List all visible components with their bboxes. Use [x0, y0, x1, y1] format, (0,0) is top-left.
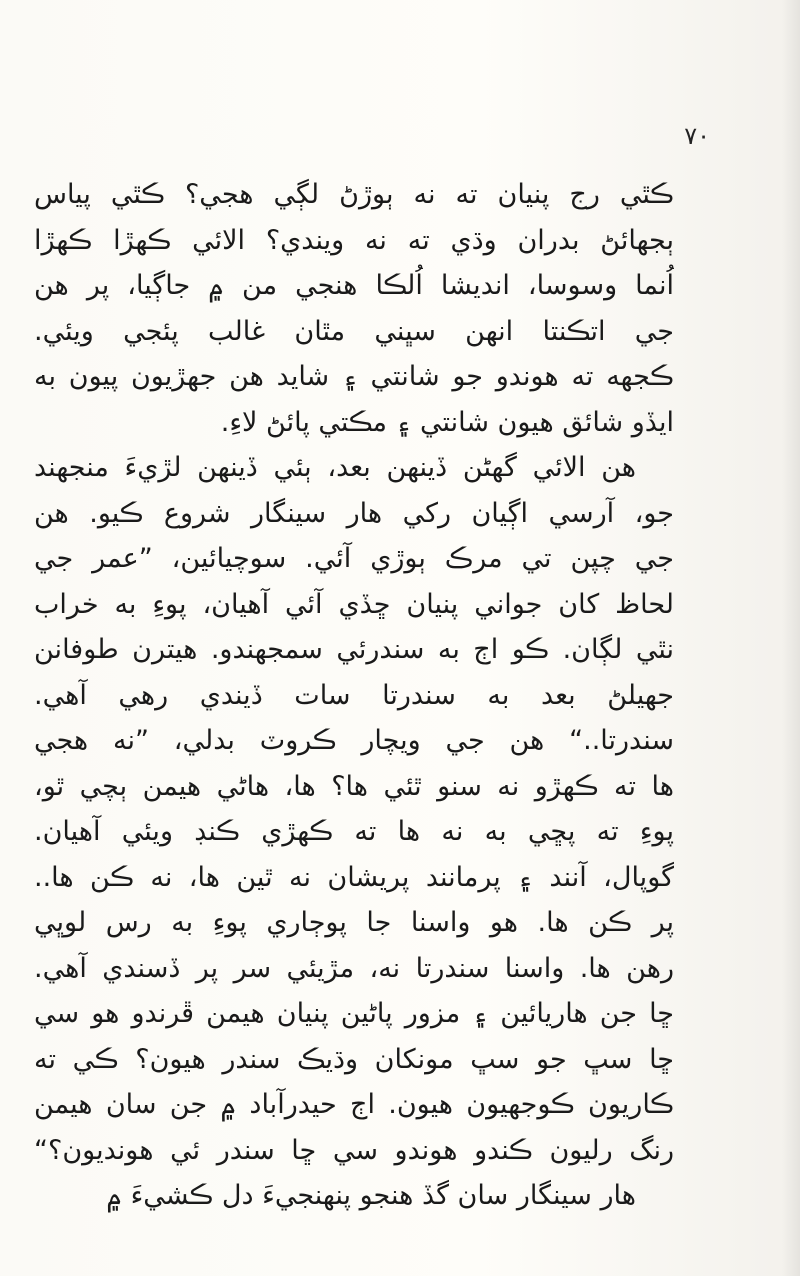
text-line-4: جي اتڪنتا انهن سڀني مٿان غالب پئجي ويئي. [34, 315, 674, 347]
text-line-19: ڇا جن هاريائين ۽ مزور پاڻين پنيان هيمن ڦرندو هو سي [34, 998, 674, 1029]
text-line-14: ها ته ڪهڙو نه سنو ٿئي ها؟ ها، هاڻي هيمن ٻچي ٿو، [34, 770, 674, 802]
text-line-12: جهيلڻ بعد به سندرتا سات ڏيندي رهي آهي. [34, 679, 674, 711]
text-line-18: رهن ها. واسنا سندرتا نه، مڙيئي سر پر ڏسندي آهي. [34, 952, 674, 984]
text-line-1: ڪٿي رج پنيان ته نه ٻوڙڻ لڳي هجي؟ ڪٿي پياس [34, 179, 674, 210]
text-line-13: سندرتا..“ هن جي ويچار ڪروٽ بدلي، ”نه هجي [34, 725, 674, 756]
text-line-23: هار سينگار سان گڏ هنجو پنهنجيءَ دل ڪشيءَ ۾ [106, 1180, 636, 1211]
text-line-17: پر ڪن ها. هو واسنا جا پوڄاري پوءِ به رس لوڀي [34, 907, 674, 938]
page-edge-shadow [782, 0, 800, 1276]
text-line-15: پوءِ ته پڇي به نه ها ته ڪهڙي ڪنڊ ويئي آهيان. [34, 816, 674, 847]
text-line-10: لحاظ کان جواني پنيان ڇڏي آئي آهيان، پوءِ به خراب [34, 588, 674, 620]
text-line-6: ايڏو شائق هيون شانتي ۽ مڪتي پائڻ لاءِ. [220, 406, 674, 438]
text-line-22: رنگ رليون ڪندو هوندو سي ڇا سندر ئي هونديون؟“ [34, 1134, 674, 1166]
text-line-5: ڪجهه ته هوندو جو شانتي ۽ شايد هن جهڙيون پيون به [34, 361, 674, 392]
page-number: ٧٠ [684, 122, 710, 150]
text-line-20: ڇا سڀ جو سڀ مونکان وڌيڪ سندر هيون؟ ڪي ته [34, 1043, 674, 1075]
text-line-8: جو، آرسي اڳيان رکي هار سينگار شروع ڪيو. هن [34, 497, 674, 529]
text-line-7: هن الائي گهڻن ڏينهن بعد، ٻئي ڏينهن لڙيءَ منجهند [34, 452, 636, 483]
text-line-9: جي چپن تي مرڪ ٻوڙي آئي. سوچيائين، ”عمر جي [34, 543, 674, 574]
text-line-3: اُنما وسوسا، انديشا اُلڪا هنجي من ۾ جاڳيا، پر هن [34, 270, 674, 301]
text-line-16: گوپال، آنند ۽ پرمانند پريشان نه ٿين ها، نه ڪن ها.. [34, 861, 674, 893]
body-text [34, 172, 674, 1219]
text-line-21: ڪاريون ڪوجهيون هيون. اڄ حيدرآباد ۾ جن سان هيمن [34, 1089, 674, 1120]
text-line-11: نٿي لڳان. ڪو اڄ به سندرئي سمجهندو. هيترن طوفانن [34, 634, 674, 665]
text-line-2: ٻجهائڻ بدران وڌي ته نه ويندي؟ الائي ڪهڙا ڪهڙا [34, 224, 674, 256]
